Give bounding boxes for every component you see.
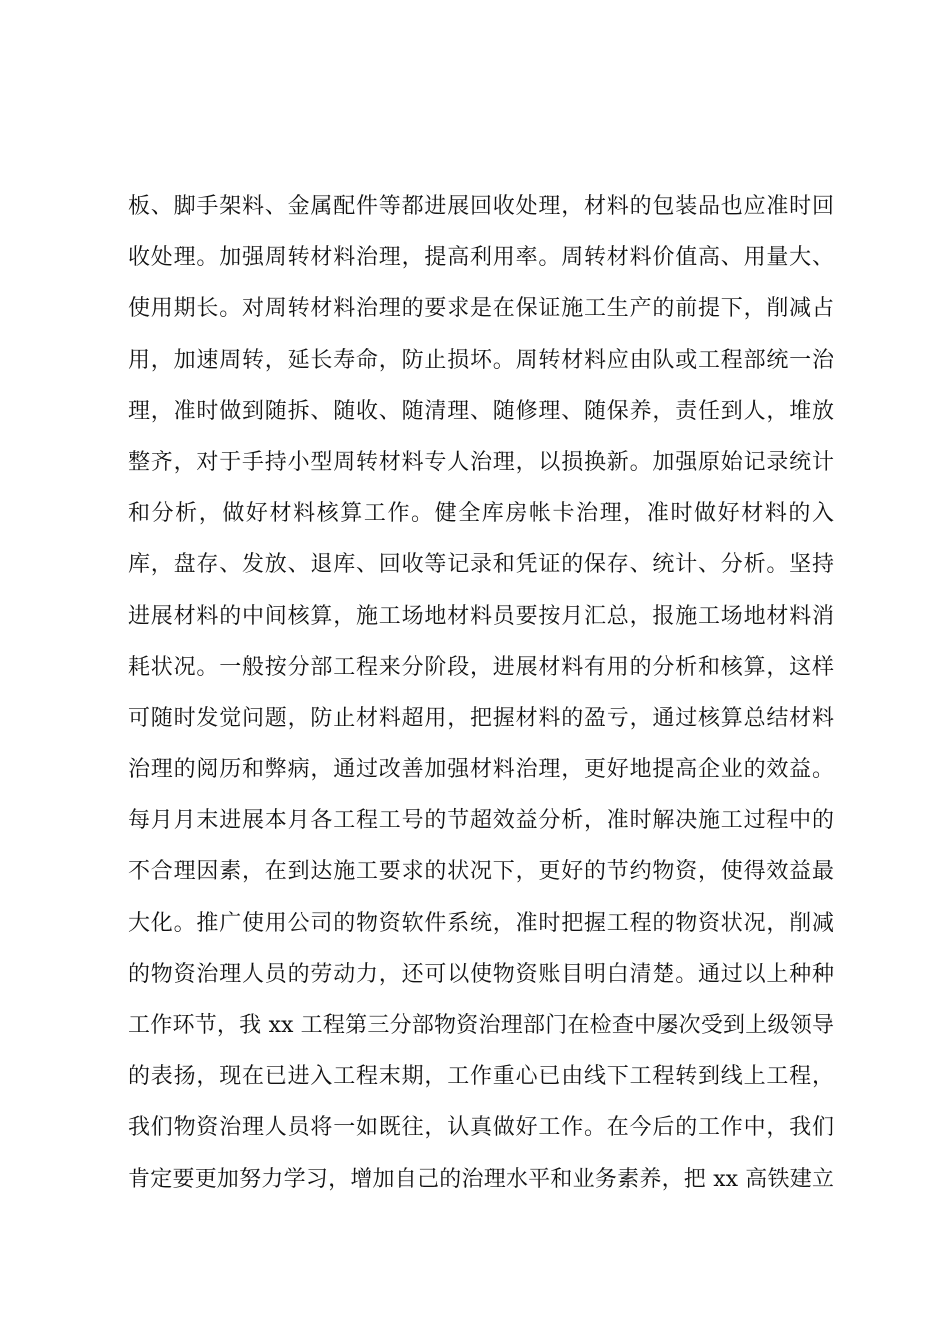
text-line: 库，盘存、发放、退库、回收等记录和凭证的保存、统计、分析。坚持 (128, 552, 834, 578)
text-line: 耗状况。一般按分部工程来分阶段，进展材料有用的分析和核算，这样 (128, 654, 834, 680)
text-line: 用，加速周转，延长寿命，防止损坏。周转材料应由队或工程部统一治 (128, 347, 834, 373)
text-line: 可随时发觉问题，防止材料超用，把握材料的盈亏，通过核算总结材料 (128, 705, 834, 731)
text-line: 进展材料的中间核算，施工场地材料员要按月汇总，报施工场地材料消 (128, 603, 834, 629)
text-line: 理，准时做到随拆、随收、随清理、随修理、随保养，责任到人，堆放 (128, 398, 834, 424)
text-line: 大化。推广使用公司的物资软件系统，准时把握工程的物资状况，削减 (128, 910, 834, 936)
text-line: 工作环节，我 xx 工程第三分部物资治理部门在检查中屡次受到上级领导 (128, 1013, 834, 1038)
text-line: 不合理因素，在到达施工要求的状况下，更好的节约物资，使得效益最 (128, 859, 834, 885)
text-line: 我们物资治理人员将一如既往，认真做好工作。在今后的工作中，我们 (128, 1115, 834, 1141)
text-line: 收处理。加强周转材料治理，提高利用率。周转材料价值高、用量大、 (128, 245, 834, 271)
text-line: 肯定要更加努力学习，增加自己的治理水平和业务素养，把 xx 高铁建立 (128, 1166, 834, 1192)
body-text (128, 181, 834, 1205)
text-line: 每月月末进展本月各工程工号的节超效益分析，准时解决施工过程中的 (128, 808, 834, 834)
text-line: 使用期长。对周转材料治理的要求是在保证施工生产的前提下，削减占 (128, 296, 834, 322)
text-line: 板、脚手架料、金属配件等都进展回收处理，材料的包装品也应准时回 (128, 194, 834, 219)
text-line: 治理的阅历和弊病，通过改善加强材料治理，更好地提高企业的效益。 (128, 757, 834, 783)
text-line: 的物资治理人员的劳动力，还可以使物资账目明白清楚。通过以上种种 (128, 961, 834, 987)
text-line: 整齐，对于手持小型周转材料专人治理，以损换新。加强原始记录统计 (128, 449, 834, 475)
text-line: 的表扬，现在已进入工程末期，工作重心已由线下工程转到线上工程， (128, 1064, 834, 1090)
text-line: 和分析，做好材料核算工作。健全库房帐卡治理，准时做好材料的入 (128, 501, 834, 527)
